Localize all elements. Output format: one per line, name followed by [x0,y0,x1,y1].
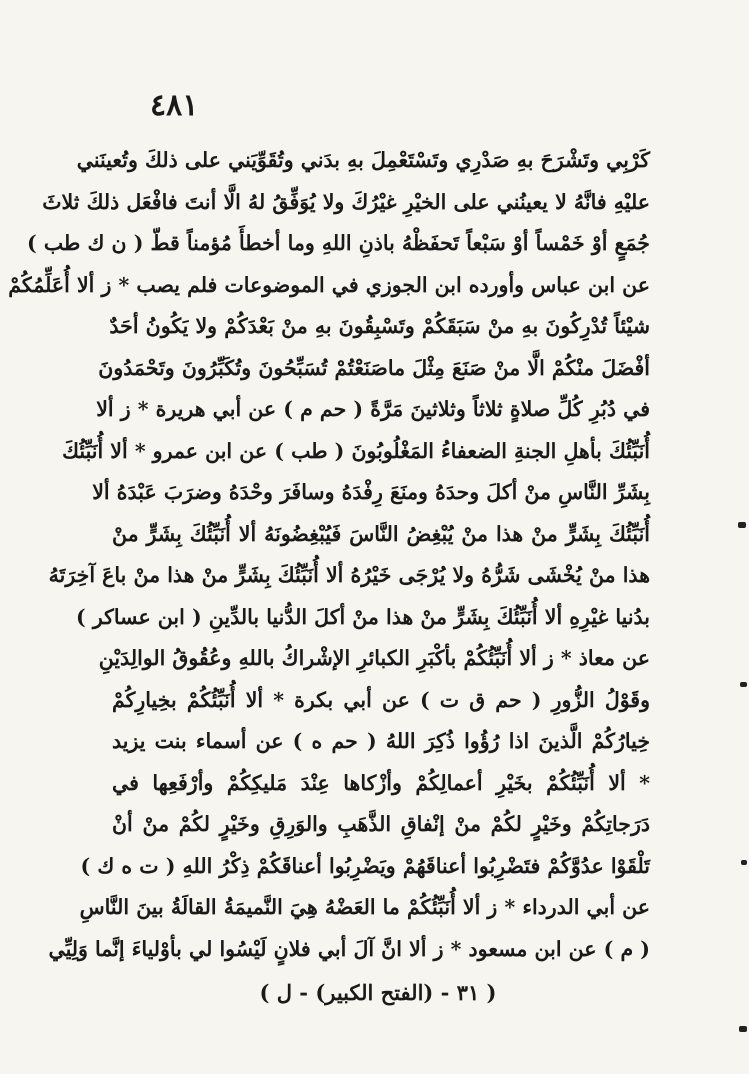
text-line: عليْهِ فانَّهُ لا يعينُني على الخيْرِ غيْرُكَ ولا يُوَفِّقُ لهُ الَّا أنتَ فافْعَل ذلكَ ثلاثَ [42,189,650,214]
text-line: كَرْبِي وتَشْرَحَ بهِ صَدْرِي وتَسْتَعْمِلَ بهِ بدَني وتُقَوِّيَني على ذلكَ وتُعينَني [76,148,650,172]
body-text [8,140,650,970]
text-line: أفْضَلَ منْكُمْ الَّا منْ صَنَعَ مِثْلَ ماصَنَعْتُمْ تُسَبِّحُونَ وتُكَبِّرُونَ وتَحْمَدُونَ [98,355,650,380]
text-line: عن أبي الدرداء * ز ألا أُنَبِّئُكُمْ ما العَضْهُ هِيَ النَّميمَةُ القالَةُ بينَ النَّاسِ [79,895,650,919]
text-line: شيْئاً تُدْرِكُونَ بهِ منْ سَبَقَكُمْ وتَسْبِقُونَ بهِ منْ بَعْدَكُمْ ولا يَكُونُ أحَدٌ [109,314,650,338]
text-line: * ألا أُنَبِّئُكُمْ بخَيْرِ أعمالِكُمْ وأزْكاها عِنْدَ مَليكِكُمْ وأرْفَعِها في [112,770,650,795]
text-line: وقَوْلُ الزُّورِ ( حم ق ت ) عن أبي بكرة * ألا أُنَبِّئُكُمْ بخِيارِكُمْ [112,687,650,712]
scan-mark [741,860,747,865]
text-line: أُنَبِّئُكَ بأهلِ الجنةِ الضعفاءُ المَغْلُوبُونَ ( طب ) عن ابن عمرو * ألا أُنَبِّئُكَ [62,438,650,463]
scan-mark [740,682,747,687]
text-line: تَلْقَوْا عدُوَّكُمْ فتَضْرِبُوا أعناقَهُمْ ويَضْرِبُوا أعناقَكُمْ ذِكْرُ اللهِ ( ت ه ك ) [80,853,650,878]
page-footer: ( ٣١ - (الفتح الكبير) - ل ) [259,980,497,1005]
text-line: دَرَجاتِكُمْ وخَيْرٍ لكُمْ منْ إنْفاقِ الذَّهَبِ والوَرِقِ وخَيْرٍ لكُمْ منْ أنْ [112,812,650,836]
text-line: هذا منْ يُخْشَى شَرُّهُ ولا يُرْجَى خَيْرُهُ ألا أُنَبِّئُكَ بِشَرٍّ منْ هذا منْ باعَ آخِرَتَهُ [48,563,650,587]
text-line: ( م ) عن ابن مسعود * ز ألا انَّ آلَ أبي فلانٍ لَيْسُوا لي بأوْلياءَ إنَّما وَلِيِّي [48,936,650,961]
text-line: عن ابن عباس وأورده ابن الجوزي في الموضوعات فلم يصب * ز ألا أُعَلِّمُكُمْ [8,272,650,297]
text-line: بدُنيا غيْرِهِ ألا أُنَبِّئُكَ بِشَرٍّ منْ هذا منْ أكلَ الدُّنيا بالدِّينِ ( ابن عساكر ) [76,604,650,629]
text-line: أُنَبِّئُكَ بِشَرٍّ منْ هذا منْ يُبْغِضُ النَّاسَ فَيُبْغِضُونَهُ ألا أُنَبِّئُكَ بِشَرٍّ منْ [112,521,650,546]
page-number: ٤٨١ [150,88,199,123]
text-line: جُمَعٍ أوْ خَمْساً أوْ سَبْعاً تَحفَظْهُ باذنِ اللهِ وما أخطأَ مُؤمناً قطّ ( ن ك طب ) [27,231,650,255]
text-line: خِيارُكُمْ الَّذينَ اذا رُؤُوا ذُكِرَ اللهُ ( حم ه ) عن أسماء بنت يزيد [112,729,650,753]
text-line: عن معاذ * ز ألا أُنَبِّئُكُمْ بأكْبَرِ الكبائرِ الإشْراكُ باللهِ وعُقُوقُ الوالِدَيْنِ [98,646,650,670]
text-line: في دُبُرِ كُلِّ صلاةٍ ثلاثاً وثلاثينَ مَرَّةً ( حم م ) عن أبي هريرة * ز ألا [96,397,650,421]
scan-mark [739,1026,747,1032]
scan-mark [738,522,746,528]
text-line: بِشَرِّ النَّاسِ منْ أكلَ وحدَهُ ومنَعَ رِفْدَهُ وسافَرَ وحْدَهُ وضرَبَ عَبْدَهُ ألا [92,480,650,504]
